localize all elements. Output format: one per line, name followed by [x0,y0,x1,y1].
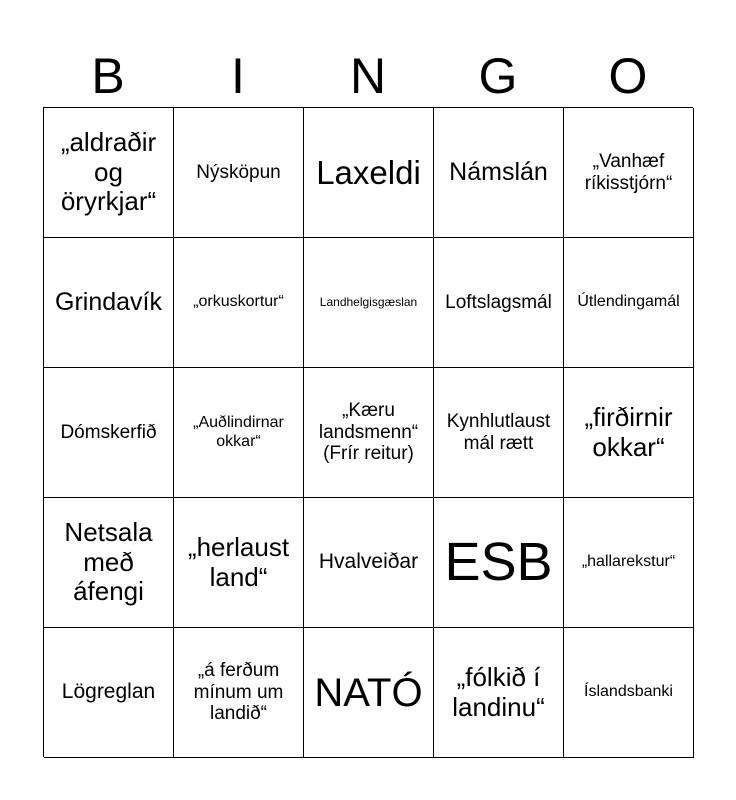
bingo-cell: „hallarekstur“ [564,498,694,628]
header-letter-b: B [91,48,125,104]
bingo-cell: NATÓ [304,628,434,758]
bingo-cell: Netsala með áfengi [44,498,174,628]
bingo-cell: Hvalveiðar [304,498,434,628]
bingo-cell: Grindavík [44,238,174,368]
bingo-cell: Laxeldi [304,108,434,238]
header-letter-n: N [349,48,387,104]
bingo-cell: „Auðlindirnar okkar“ [174,368,304,498]
bingo-cell: „Vanhæf ríkisstjórn“ [564,108,694,238]
bingo-cell: Námslán [434,108,564,238]
bingo-cell: Lögreglan [44,628,174,758]
free-space-cell: „Kæru landsmenn“ (Frír reitur) [304,368,434,498]
bingo-card-grid [43,107,693,757]
header-letter-i: I [231,48,245,104]
bingo-cell: Kynhlutlaust mál rætt [434,368,564,498]
bingo-cell: Dómskerfið [44,368,174,498]
bingo-cell: ESB [434,498,564,628]
bingo-cell: „orkuskortur“ [174,238,304,368]
bingo-cell: „á ferðum mínum um landið“ [174,628,304,758]
bingo-cell: Útlendingamál [564,238,694,368]
bingo-cell: „firðirnir okkar“ [564,368,694,498]
bingo-cell: Nýsköpun [174,108,304,238]
bingo-cell: Íslandsbanki [564,628,694,758]
bingo-header [43,45,693,107]
bingo-cell: Loftslagsmál [434,238,564,368]
bingo-cell: „aldraðir og öryrkjar“ [44,108,174,238]
header-letter-o: O [608,48,648,104]
bingo-cell: „herlaust land“ [174,498,304,628]
bingo-cell: Landhelgisgæslan [304,238,434,368]
bingo-cell: „fólkið í landinu“ [434,628,564,758]
header-letter-g: G [478,48,518,104]
